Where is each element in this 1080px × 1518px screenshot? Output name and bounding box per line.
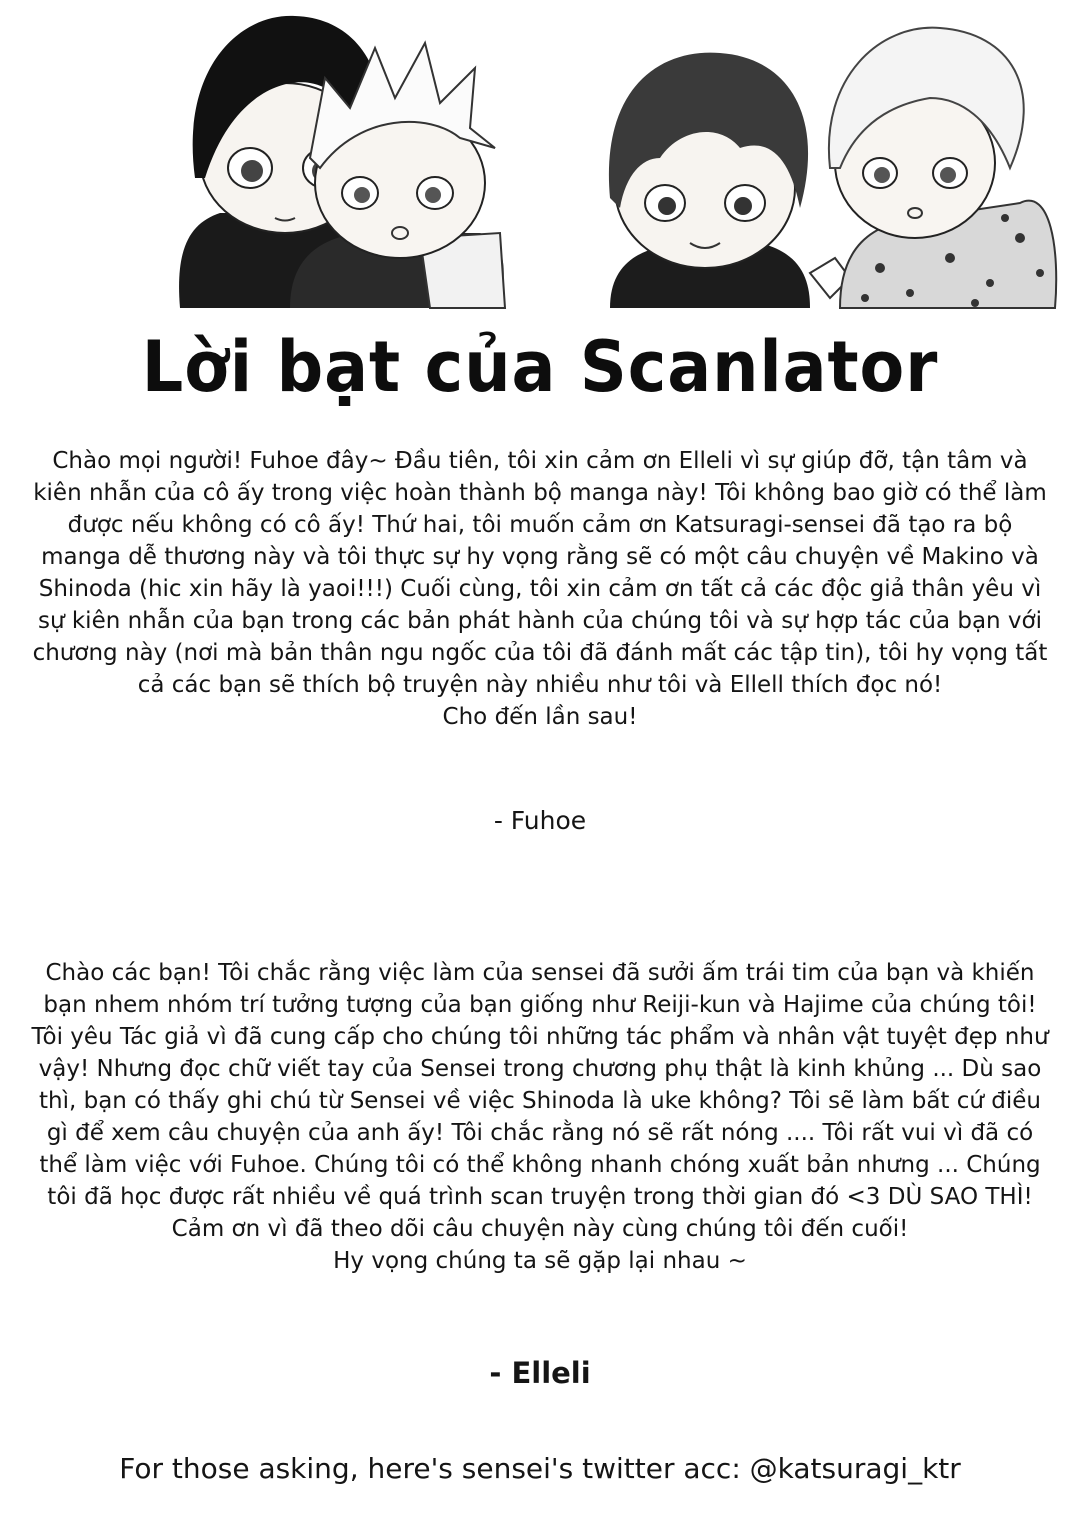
character-wavy-hair	[609, 53, 850, 308]
note-closing: Hy vọng chúng ta sẽ gặp lại nhau ~	[333, 1248, 747, 1274]
page-title: Lời bạt của Scanlator	[141, 326, 939, 408]
signature-elleli: - Elleli	[489, 1356, 591, 1390]
header-illustration	[160, 8, 1060, 310]
footer-twitter-note: For those asking, here's sensei's twitter acc: @katsuragi_ktr	[119, 1452, 961, 1485]
note-body: Chào các bạn! Tôi chắc rằng việc làm của sensei đã sưởi ấm trái tim của bạn và khiến bạn nhem nhóm trí tưởng tượng của bạn giống như Reiji-kun và Hajime của chúng tôi! Tôi yêu Tác giả vì đã cung cấp cho chúng tôi những tác phẩm và nhân vật tuyệt đẹp như vậy! Nhưng đọc chữ viết tay của Sensei trong chương phụ thật là kinh khủng ... Dù sao thì, bạn có thấy ghi chú từ Sensei về việc Shinoda là uke không? Tôi sẽ làm bất cứ điều gì để xem câu chuyện của anh ấy! Tôi chắc rằng nó sẽ rất nóng .... Tôi rất vui vì đã có thể làm việc với Fuhoe. Chúng tôi có thể không nhanh chóng xuất bản nhưng ... Chúng tôi đã học được rất nhiều về quá trình scan truyện trong thời gian đó <3 DÙ SAO THÌ! Cảm ơn vì đã theo dõi câu chuyện này cùng chúng tôi đến cuối!	[31, 960, 1049, 1242]
signature-fuhoe: - Fuhoe	[493, 806, 587, 835]
note-body: Chào mọi người! Fuhoe đây~ Đầu tiên, tôi xin cảm ơn Elleli vì sự giúp đỡ, tận tâm và kiên nhẫn của cô ấy trong việc hoàn thành bộ manga này! Tôi không bao giờ có thể làm được nếu không có cô ấy! Thứ hai, tôi muốn cảm ơn Katsuragi-sensei đã tạo ra bộ manga dễ thương này và tôi thực sự hy vọng rằng sẽ có một câu chuyện về Makino và Shinoda (hic xin hãy là yaoi!!!) Cuối cùng, tôi xin cảm ơn tất cả các độc giả thân yêu vì sự kiên nhẫn của bạn trong các bản phát hành của chúng tôi và sự hợp tác của bạn với chương này (nơi mà bản thân ngu ngốc của tôi đã đánh mất các tập tin), tôi hy vọng tất cả các bạn sẽ thích bộ truyện này nhiều như tôi và Ellell thích đọc nó!	[32, 448, 1048, 698]
four-chibi-characters-illustration	[160, 8, 1060, 310]
scanlator-note-elleli	[30, 957, 1050, 1277]
character-patterned-shirt	[829, 28, 1056, 308]
note-closing: Cho đến lần sau!	[442, 704, 638, 730]
scanlator-note-fuhoe	[30, 445, 1050, 733]
